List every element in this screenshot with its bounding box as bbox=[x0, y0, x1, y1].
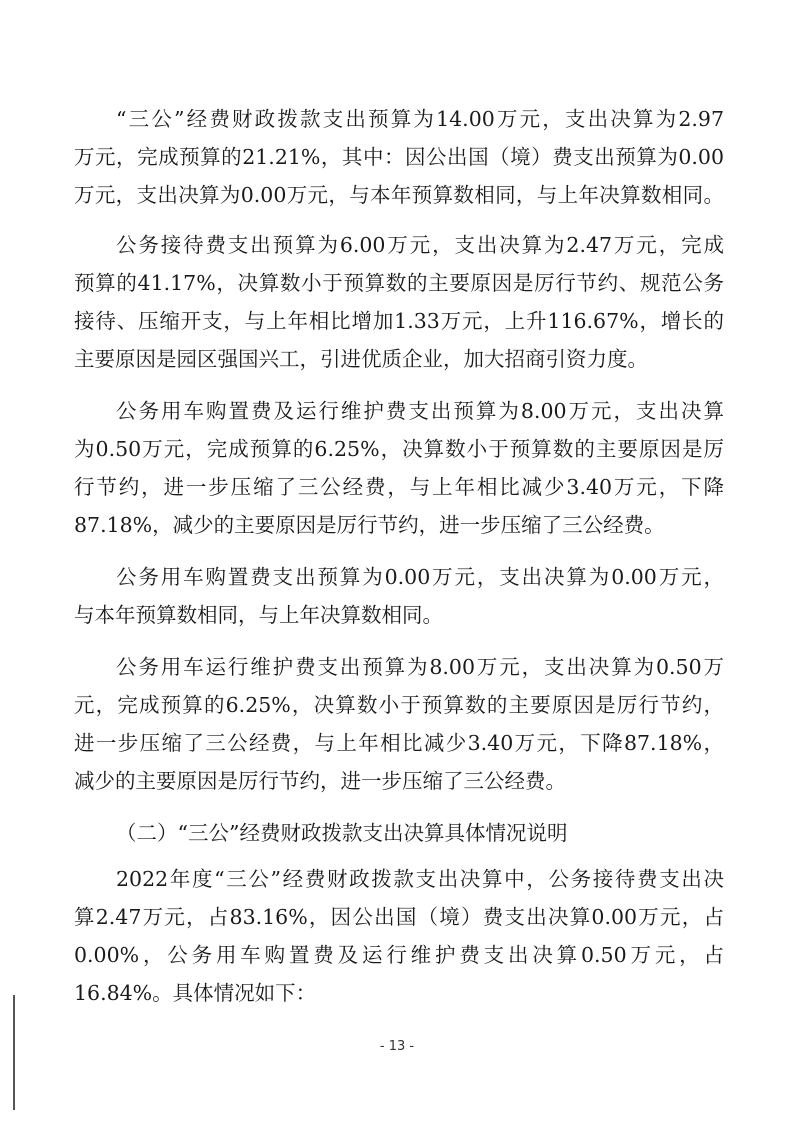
text-line: 万元，支出决算为0.00万元，与本年预算数相同，与上年决算数相同。 bbox=[74, 183, 724, 207]
text-line: 公务用车运行维护费支出预算为8.00万元，支出决算为0.50万 bbox=[116, 655, 724, 679]
text-line: 预算的41.17%，决算数小于预算数的主要原因是厉行节约、规范公务 bbox=[74, 271, 724, 295]
text-line: 公务用车购置费及运行维护费支出预算为8.00万元，支出决算 bbox=[116, 399, 724, 423]
paragraph-vehicle-expense bbox=[74, 392, 724, 544]
text-line: 与本年预算数相同，与上年决算数相同。 bbox=[74, 603, 443, 627]
text-line: 公务接待费支出预算为6.00万元，支出决算为2.47万元，完成 bbox=[116, 233, 724, 257]
paragraph-2022-final-accounts bbox=[74, 860, 724, 1012]
text-line: 减少的主要原因是厉行节约，进一步压缩了三公经费。 bbox=[74, 769, 566, 793]
text-line: 0.00%，公务用车购置费及运行维护费支出决算0.50万元，占 bbox=[74, 943, 724, 967]
paragraph-three-public-budget bbox=[74, 100, 724, 214]
text-line: 87.18%，减少的主要原因是厉行节约，进一步压缩了三公经费。 bbox=[74, 513, 665, 537]
text-line: 算2.47万元，占83.16%，因公出国（境）费支出决算0.00万元，占 bbox=[74, 905, 724, 929]
text-line: 为0.50万元，完成预算的6.25%，决算数小于预算数的主要原因是厉 bbox=[74, 437, 724, 461]
text-line: 16.84%。具体情况如下： bbox=[74, 981, 317, 1005]
paragraph-vehicle-maintenance bbox=[74, 648, 724, 800]
text-line: （二）“三公”经费财政拨款支出决算具体情况说明 bbox=[116, 821, 568, 845]
text-line: “三公”经费财政拨款支出预算为14.00万元，支出决算为2.97 bbox=[116, 107, 724, 131]
page-number: - 13 - bbox=[379, 1039, 415, 1054]
section-heading bbox=[74, 814, 724, 852]
text-line: 进一步压缩了三公经费，与上年相比减少3.40万元，下降87.18%， bbox=[74, 731, 724, 755]
text-line: 行节约，进一步压缩了三公经费，与上年相比减少3.40万元，下降 bbox=[74, 475, 724, 499]
text-line: 主要原因是园区强国兴工，引进优质企业，加大招商引资力度。 bbox=[74, 347, 648, 371]
text-line: 公务用车购置费支出预算为0.00万元，支出决算为0.00万元， bbox=[116, 565, 724, 589]
text-line: 万元，完成预算的21.21%，其中：因公出国（境）费支出预算为0.00 bbox=[74, 145, 724, 169]
paragraph-reception-expense bbox=[74, 226, 724, 378]
paragraph-vehicle-purchase bbox=[74, 558, 724, 634]
text-line: 元，完成预算的6.25%，决算数小于预算数的主要原因是厉行节约， bbox=[74, 693, 724, 717]
text-line: 接待、压缩开支，与上年相比增加1.33万元，上升116.67%，增长的 bbox=[74, 309, 724, 333]
text-line: 2022年度“三公”经费财政拨款支出决算中，公务接待费支出决 bbox=[116, 867, 724, 891]
